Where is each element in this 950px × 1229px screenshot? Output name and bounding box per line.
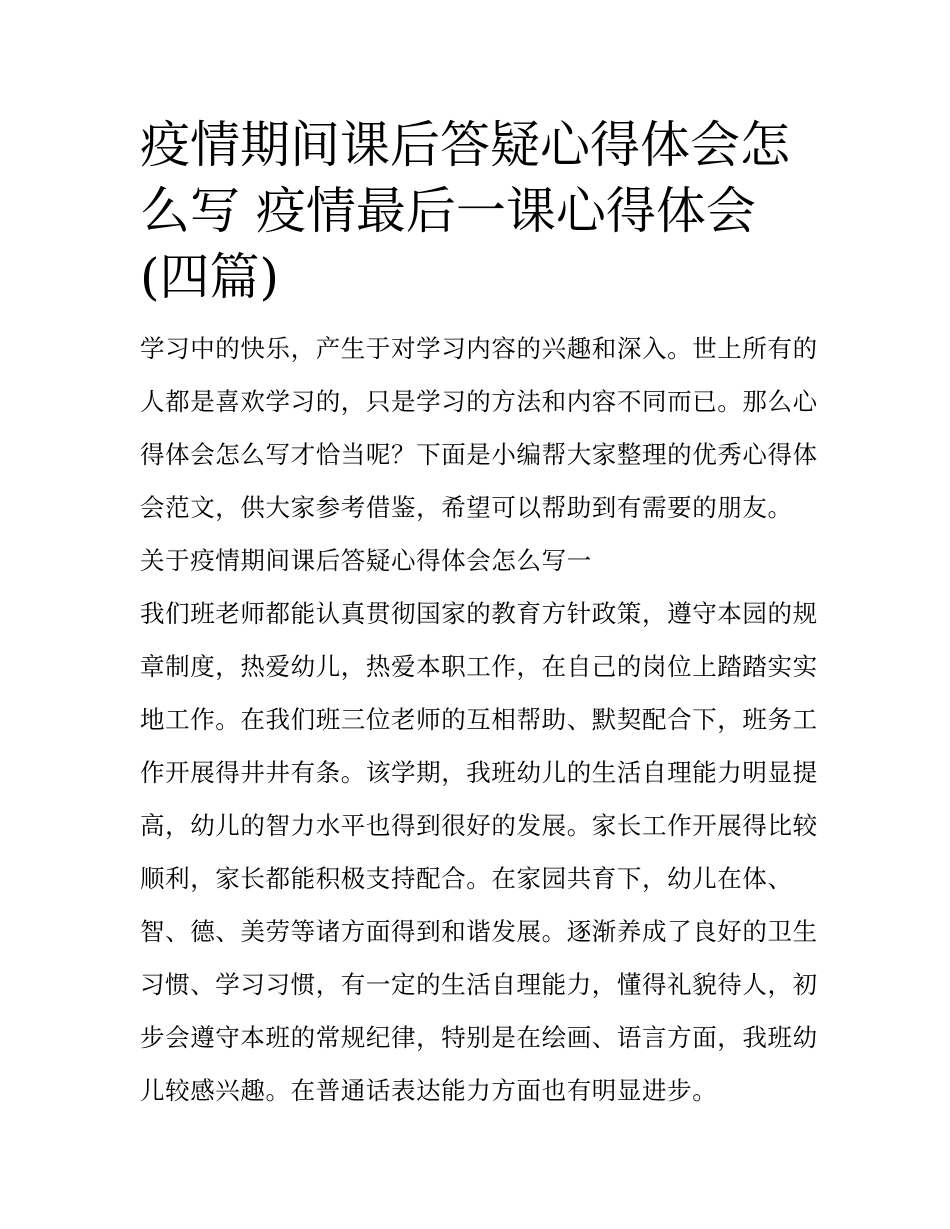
intro-line: 学习中的快乐，产生于对学习内容的兴趣和深入。世上所有的 [140, 334, 818, 363]
body-line: 高，幼儿的智力水平也得到很好的发展。家长工作开展得比较 [140, 811, 818, 840]
intro-line: 人都是喜欢学习的，只是学习的方法和内容不同而已。那么心 [140, 387, 818, 416]
body-line: 章制度，热爱幼儿，热爱本职工作，在自己的岗位上踏踏实实 [140, 652, 818, 681]
intro-line: 会范文，供大家参考借鉴，希望可以帮助到有需要的朋友。 [140, 493, 793, 522]
body-line: 顺利，家长都能积极支持配合。在家园共育下，幼儿在体、 [140, 864, 793, 893]
title-line: 么写 疫情最后一课心得体会 [140, 182, 756, 240]
document-page [140, 112, 818, 1117]
title-line: (四篇) [140, 248, 280, 306]
title-line: 疫情期间课后答疑心得体会怎 [140, 116, 790, 174]
body-paragraph [140, 587, 818, 1117]
body-line: 智、德、美劳等诸方面得到和谐发展。逐渐养成了良好的卫生 [140, 917, 818, 946]
body-line: 儿较感兴趣。在普通话表达能力方面也有明显进步。 [140, 1076, 718, 1105]
section-heading: 关于疫情期间课后答疑心得体会怎么写一 [140, 546, 592, 575]
document-title [140, 112, 812, 310]
body-line: 作开展得井井有条。该学期，我班幼儿的生活自理能力明显提 [140, 758, 818, 787]
intro-line: 得体会怎么写才恰当呢？下面是小编帮大家整理的优秀心得体 [140, 440, 818, 469]
body-line: 我们班老师都能认真贯彻国家的教育方针政策，遵守本园的规 [140, 599, 818, 628]
body-line: 地工作。在我们班三位老师的互相帮助、默契配合下，班务工 [140, 705, 818, 734]
body-line: 习惯、学习习惯，有一定的生活自理能力，懂得礼貌待人，初 [140, 970, 818, 999]
body-line: 步会遵守本班的常规纪律，特别是在绘画、语言方面，我班幼 [140, 1023, 818, 1052]
intro-paragraph [140, 322, 818, 534]
